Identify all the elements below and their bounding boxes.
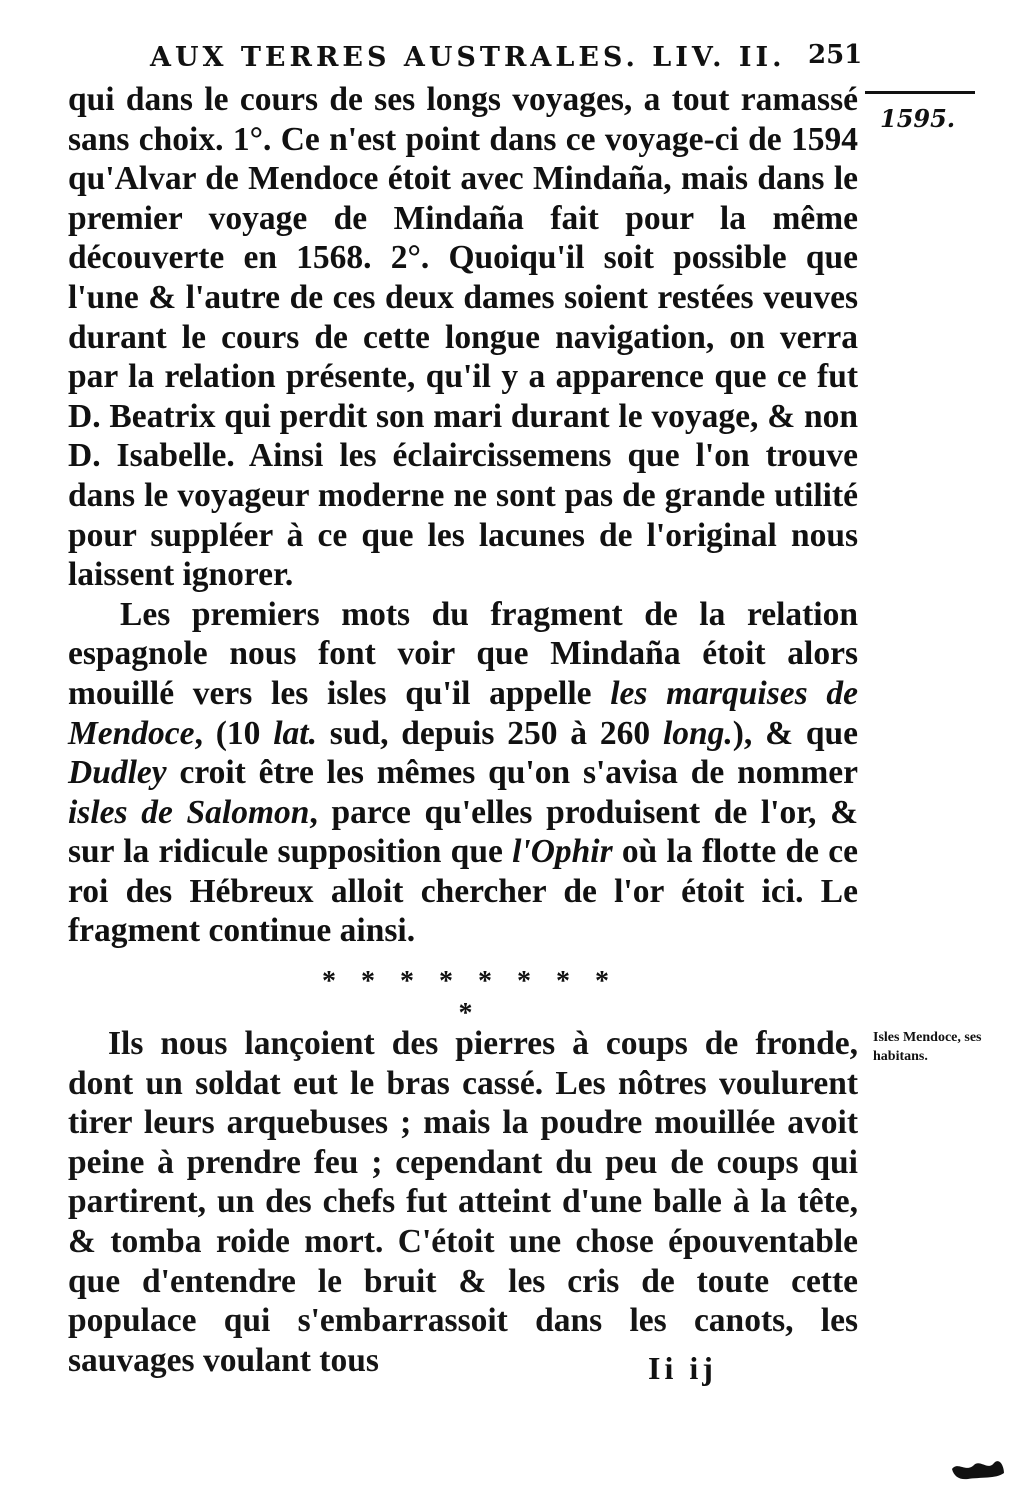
- p2-italic-long: long.: [662, 714, 733, 752]
- ink-blot-icon: [950, 1455, 1006, 1481]
- p2-text-g: où la flotte de ce roi des Hébreux alloit chercher de l'or étoit ici. Le fragment continue ainsi.: [68, 833, 858, 950]
- p2-text-e: croit être les mêmes qu'on s'avisa de nommer: [166, 754, 858, 792]
- p2-italic-lat: lat.: [273, 714, 317, 752]
- p2-text-d: ), & que: [732, 714, 858, 752]
- p2-italic-salomon: isles de Salomon: [68, 793, 310, 831]
- p2-text-c: sud, depuis 250 à 260: [316, 714, 663, 752]
- signature-mark: Ii ij: [648, 1350, 717, 1386]
- section-separator: * * * * * * * * *: [322, 966, 618, 1029]
- running-title: AUX TERRES AUSTRALES. LIV. II.: [150, 42, 786, 73]
- p2-italic-ophir: l'Ophir: [512, 833, 613, 871]
- fragment-text-block: [68, 1024, 858, 1380]
- paragraph-fragment-intro: [68, 595, 858, 951]
- p2-text-f: , parce qu'elles produisent de l'or, & sur la ridicule supposition que: [68, 793, 858, 871]
- margin-year-rule: [865, 91, 975, 94]
- p2-italic-marquises: les marquises de Mendoce: [68, 674, 858, 752]
- margin-note: [873, 1028, 983, 1066]
- p2-text-b: , (10: [194, 714, 274, 752]
- p2-text-a: Les premiers mots du fragment de la relation espagnole nous font voir que Mindaña étoit alors mouillé vers les isles qu'il appelle: [68, 595, 858, 712]
- p2-italic-dudley: Dudley: [68, 754, 167, 792]
- margin-year: 1595.: [880, 104, 956, 133]
- paragraph-continuation: qui dans le cours de ses longs voyages, a tout ramassé sans choix. 1°. Ce n'est point dans ce voyage-ci de 1594 qu'Alvar de Mendoce étoit avec Mindaña, mais dans le premier voyage de Mindaña fait pour la même découverte en 1568. 2°. Quoiqu'il soit possible que l'une & l'autre de ces deux dames soient restées veuves durant le cours de cette longue navigation, on verra par la relation présente, qu'il y a apparence que ce fut D. Beatrix qui perdit son mari durant le voyage, & non D. Isabelle. Ainsi les éclaircissemens que l'on trouve dans le voyageur moderne ne sont pas de grande utilité pour suppléer à ce que les lacunes de l'original nous laissent ignorer.: [68, 81, 858, 594]
- paragraph-fragment: Ils nous lançoient des pierres à coups de fronde, dont un soldat eut le bras cassé. Les nôtres voulurent tirer leurs arquebuses ; mais la poudre mouillée avoit peine à prendre feu ; cependant du peu de coups qui partirent, un des chefs fut atteint d'une balle à la tête, & tomba roide mort. C'étoit une chose épouventable que d'entendre le bruit & les cris de toute cette populace qui s'embarrassoit dans les canots, les sauvages voulant tous: [68, 1025, 858, 1379]
- margin-note-line-1: Isles Mendoce, ses: [873, 1030, 982, 1045]
- main-text-block: [68, 80, 858, 951]
- page-number: 251: [808, 40, 863, 70]
- margin-note-line-2: habitans.: [873, 1049, 928, 1064]
